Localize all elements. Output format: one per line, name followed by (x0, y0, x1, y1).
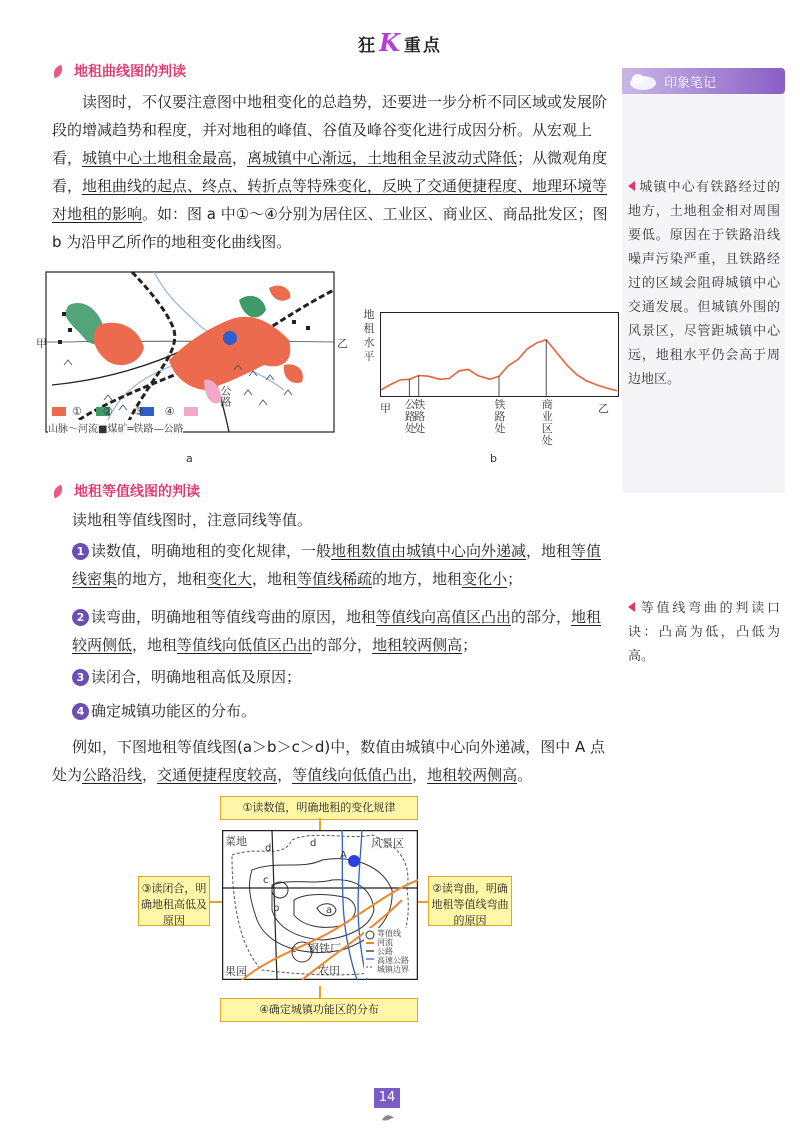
legend-a-row2: 山脉～河流■煤矿═铁路—公路 (48, 420, 183, 435)
example-segment: ， (277, 766, 293, 784)
step-item (72, 663, 614, 691)
example-segment: 交通便捷程度较高 (157, 766, 278, 784)
map-label-scenic: 风景区 (371, 837, 404, 850)
step-segment: 等值线向低值区凸出 (177, 636, 313, 654)
step-number-badge: 3 (72, 669, 89, 686)
step-segment: ，地租 (132, 636, 178, 654)
map-contour-d: d (265, 843, 272, 854)
map-label-orchard: 果园 (225, 965, 247, 978)
para1-segment: ；从微观角度看， (52, 149, 608, 195)
para1-segment: 离城镇中心渐远，土地租金呈波动式降低 (247, 149, 518, 167)
example-segment: ， (142, 766, 158, 784)
para1-segment: 地租曲线的起点、终点、转折点等特殊变化，反映了交通便捷程度、地理环境等对地租的影响 (52, 177, 608, 223)
step-number-badge: 1 (72, 543, 89, 560)
page-number: 14 (374, 1088, 400, 1108)
step-segment: 读弯曲，明确地租等值线弯曲的原因，地租 (91, 608, 377, 626)
header-prefix: 狂 (358, 36, 378, 56)
section2-example (52, 733, 614, 789)
map-contour-a: a (326, 905, 333, 916)
figure-b-rent-curve (380, 312, 620, 398)
section2-intro: 读地租等值线图时，注意同线等值。 (72, 511, 313, 529)
note-pointer-icon (628, 602, 635, 612)
step-segment: 地租较两侧低 (72, 608, 602, 654)
tick-label: 商业 区处 (541, 398, 553, 447)
step-segment: 变化小 (462, 570, 508, 588)
side-note-text-2: 等值线弯曲的判读口诀：凸高为低，凸低为高。 (628, 601, 780, 664)
step-segment: ； (507, 570, 523, 588)
tick-label: 公 路 处 (404, 398, 416, 435)
point-a-marker (348, 855, 360, 867)
section2-title-text: 地租等值线图的判读 (74, 484, 200, 500)
flow-box-function-zones: ④确定城镇功能区的分布 (220, 998, 418, 1022)
tick-label: 铁 路 处 (494, 398, 506, 435)
section-title-rent-contour (52, 481, 200, 501)
step-segment: ，地租 (526, 542, 572, 560)
note-pointer-icon (628, 181, 635, 191)
side-note-railway (628, 176, 780, 392)
step-segment: 地租数值由城镇中心向外递减 (331, 542, 527, 560)
para1-segment: 城镇中心土地租金最高 (82, 149, 233, 167)
figure-b-x-start: 甲 (380, 402, 391, 415)
step-segment: 的部分， (511, 608, 572, 626)
step-segment: ，地租 (252, 570, 298, 588)
map-legend-labels: 等值线 河流 公路 高速公路 城镇边界 (377, 929, 409, 974)
figure-a-label-jia: 甲 (36, 337, 47, 350)
para1-segment: 。如：图 a 中①～④分别为居住区、工业区、商业区、商品批发区；图 b 为沿甲乙所作的地租变化曲线图。 (52, 205, 608, 251)
zone-3-commercial (223, 331, 237, 345)
example-segment: ， (412, 766, 428, 784)
map-contour-d2: d (310, 838, 317, 849)
example-segment: 例如，下图地租等值线图(a＞b＞c＞d)中，数值由城镇中心向外递减，图中 A 点处为 (52, 738, 605, 784)
cloud-icon (628, 71, 658, 91)
figure-b-x-end: 乙 (598, 402, 609, 415)
step-item (72, 537, 614, 593)
example-text (52, 733, 614, 789)
legend-a-row1: ① ② ③ ④ (72, 405, 175, 418)
step-segment: 地租较两侧高 (372, 636, 463, 654)
step-segment: 变化大 (207, 570, 253, 588)
figure-a-label-yi: 乙 (337, 337, 348, 350)
step-segment: 读数值，明确地租的变化规律，一般 (91, 542, 332, 560)
flow-box-read-values: ①读数值，明确地租的变化规律 (220, 796, 418, 820)
step-segment: 读闭合，明确地租高低及原因； (91, 668, 302, 686)
step-segment: 的部分， (312, 636, 373, 654)
map-contour-b: b (273, 903, 280, 914)
section1-para-text (52, 88, 614, 256)
section1-title-text: 地租曲线图的判读 (74, 64, 186, 80)
step-segment: 等值线向高值区凸出 (376, 608, 512, 626)
side-notes-tab (622, 68, 785, 94)
example-segment: 公路沿线 (82, 766, 143, 784)
figure-a-caption: a (186, 452, 193, 465)
map-contour-e: c (291, 944, 297, 955)
flow-box-read-bend: ②读弯曲，明确地租等值线弯曲的原因 (428, 876, 512, 926)
map-label-vegetable: 菜地 (225, 835, 247, 848)
step-segment: 的地方，地租 (117, 570, 208, 588)
step-segment: 确定城镇功能区的分布。 (91, 702, 257, 720)
section-title-rent-curve (52, 61, 186, 81)
section1-paragraph (52, 88, 614, 256)
side-note-text-1: 城镇中心有铁路经过的地方，土地租金相对周围要低。原因在于铁路沿线噪声污染严重，且铁路经过的区域会阻碍城镇中心交通发展。但城镇外围的风景区，尽管距城镇中心远，地租水平仍会高于周边地区。 (628, 180, 780, 387)
side-note-contour (628, 597, 780, 669)
flow-box-read-closure: ③读闭合，明确地租高低及原因 (138, 876, 210, 926)
leaf-bullet-icon (51, 484, 66, 498)
step-number-badge: 2 (72, 609, 89, 626)
figure-b-caption: b (490, 452, 497, 465)
para1-segment: ， (232, 149, 248, 167)
step-segment: 的地方，地租 (372, 570, 463, 588)
para1-segment: 读图时，不仅要注意图中地租变化的总趋势，还要进一步分析不同区域或发展阶段的增减趋势和程度，并对地租的峰值、谷值及峰谷变化进行成因分析。从宏观上看， (52, 93, 608, 167)
leaf-bullet-icon (51, 64, 66, 78)
step-segment: 等值线稀疏 (297, 570, 373, 588)
step-number-badge: 4 (72, 703, 89, 720)
page-header (0, 28, 800, 57)
figure-b-ylabel: 地 租 水 平 (363, 308, 375, 363)
side-tab-title: 印象笔记 (664, 76, 717, 91)
figure-a-road-label: 公路 (219, 385, 232, 407)
step-item (72, 697, 614, 725)
map-label-farmland: 农田 (318, 964, 340, 977)
example-segment: 等值线向低值凸出 (292, 766, 413, 784)
example-segment: 地租较两侧高 (427, 766, 518, 784)
tick-label: 铁 路 处 (414, 398, 426, 435)
header-k-logo: K (379, 28, 402, 57)
map-label-steel: 钢铁厂 (308, 942, 341, 955)
map-label-a-point: A (340, 850, 347, 861)
header-suffix: 重点 (403, 36, 442, 56)
example-segment: 。 (517, 766, 533, 784)
step-segment: 等值线密集 (72, 542, 602, 588)
bird-icon (380, 1112, 396, 1124)
map-contour-c: c (263, 875, 269, 886)
step-item (72, 603, 614, 659)
step-segment: ； (462, 636, 478, 654)
